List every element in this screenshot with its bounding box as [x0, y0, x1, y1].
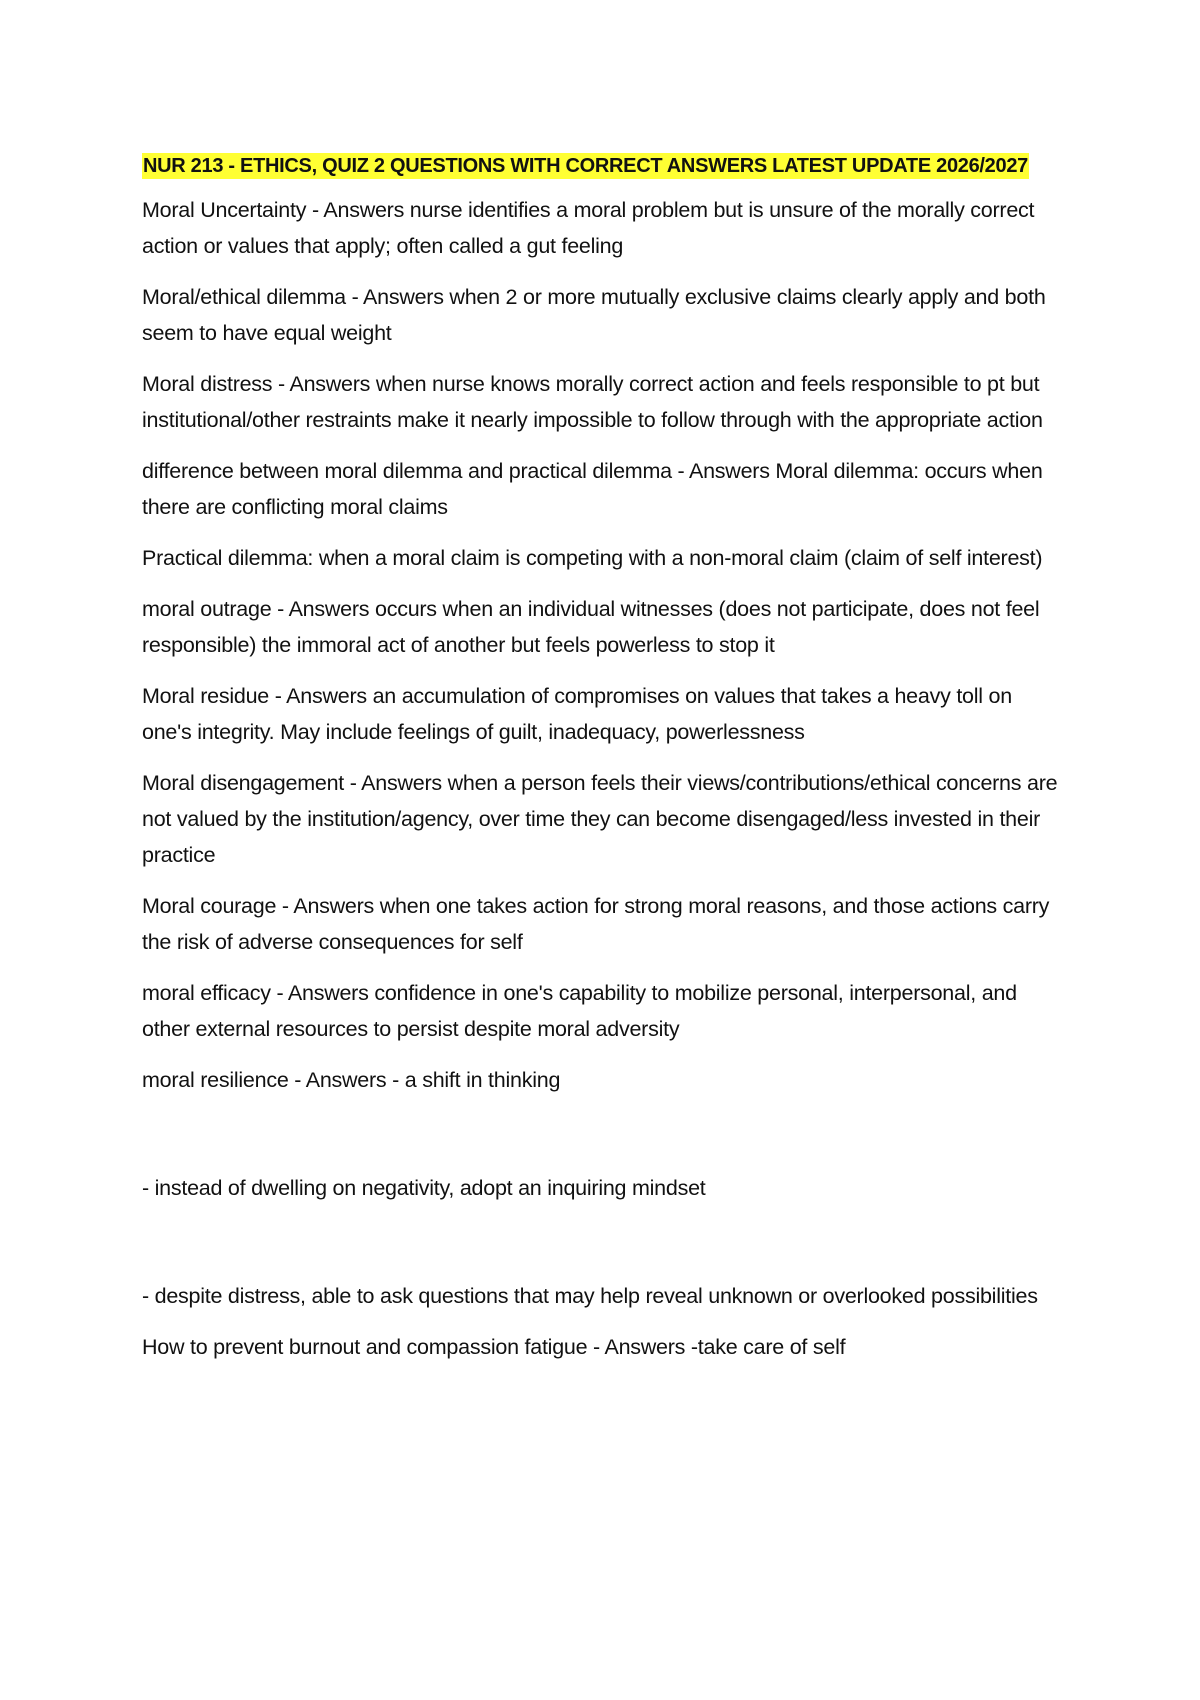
- qa-moral-uncertainty: Moral Uncertainty - Answers nurse identifies a moral problem but is unsure of the morally correct action or values that apply; often called a gut feeling: [142, 198, 1035, 258]
- qa-moral-residue: Moral residue - Answers an accumulation of compromises on values that takes a heavy toll on one's integrity. May include feelings of guilt, inadequacy, powerlessness: [142, 684, 1012, 744]
- document-title: [142, 152, 1062, 181]
- qa-moral-efficacy: moral efficacy - Answers confidence in one's capability to mobilize personal, interpersonal, and other external resources to persist despite moral adversity: [142, 981, 1017, 1041]
- qa-moral-distress: Moral distress - Answers when nurse knows morally correct action and feels responsible to pt but institutional/other restraints make it nearly impossible to follow through with the appropriate action: [142, 372, 1043, 432]
- title-highlight: NUR 213 - ETHICS, QUIZ 2 QUESTIONS WITH CORRECT ANSWERS LATEST UPDATE 2026/2027: [143, 155, 1028, 177]
- document-page: [142, 152, 1062, 1380]
- qa-moral-disengagement: Moral disengagement - Answers when a person feels their views/contributions/ethical concerns are not valued by the institution/agency, over time they can become disengaged/less invested in their practice: [142, 771, 1058, 867]
- qa-prevent-burnout: How to prevent burnout and compassion fatigue - Answers -take care of self: [142, 1335, 846, 1359]
- qa-practical-dilemma: Practical dilemma: when a moral claim is competing with a non-moral claim (claim of self interest): [142, 546, 1043, 570]
- qa-moral-courage: Moral courage - Answers when one takes action for strong moral reasons, and those actions carry the risk of adverse consequences for self: [142, 894, 1050, 954]
- qa-moral-vs-practical-dilemma: difference between moral dilemma and practical dilemma - Answers Moral dilemma: occurs when there are conflicting moral claims: [142, 459, 1043, 519]
- qa-moral-ethical-dilemma: Moral/ethical dilemma - Answers when 2 or more mutually exclusive claims clearly apply and both seem to have equal weight: [142, 285, 1046, 345]
- qa-moral-outrage: moral outrage - Answers occurs when an individual witnesses (does not participate, does not feel responsible) the immoral act of another but feels powerless to stop it: [142, 597, 1040, 657]
- qa-moral-resilience: moral resilience - Answers - a shift in thinking: [142, 1068, 561, 1092]
- qa-resilience-point-2: - despite distress, able to ask questions that may help reveal unknown or overlooked possibilities: [142, 1284, 1038, 1308]
- qa-resilience-point-1: - instead of dwelling on negativity, adopt an inquiring mindset: [142, 1176, 706, 1200]
